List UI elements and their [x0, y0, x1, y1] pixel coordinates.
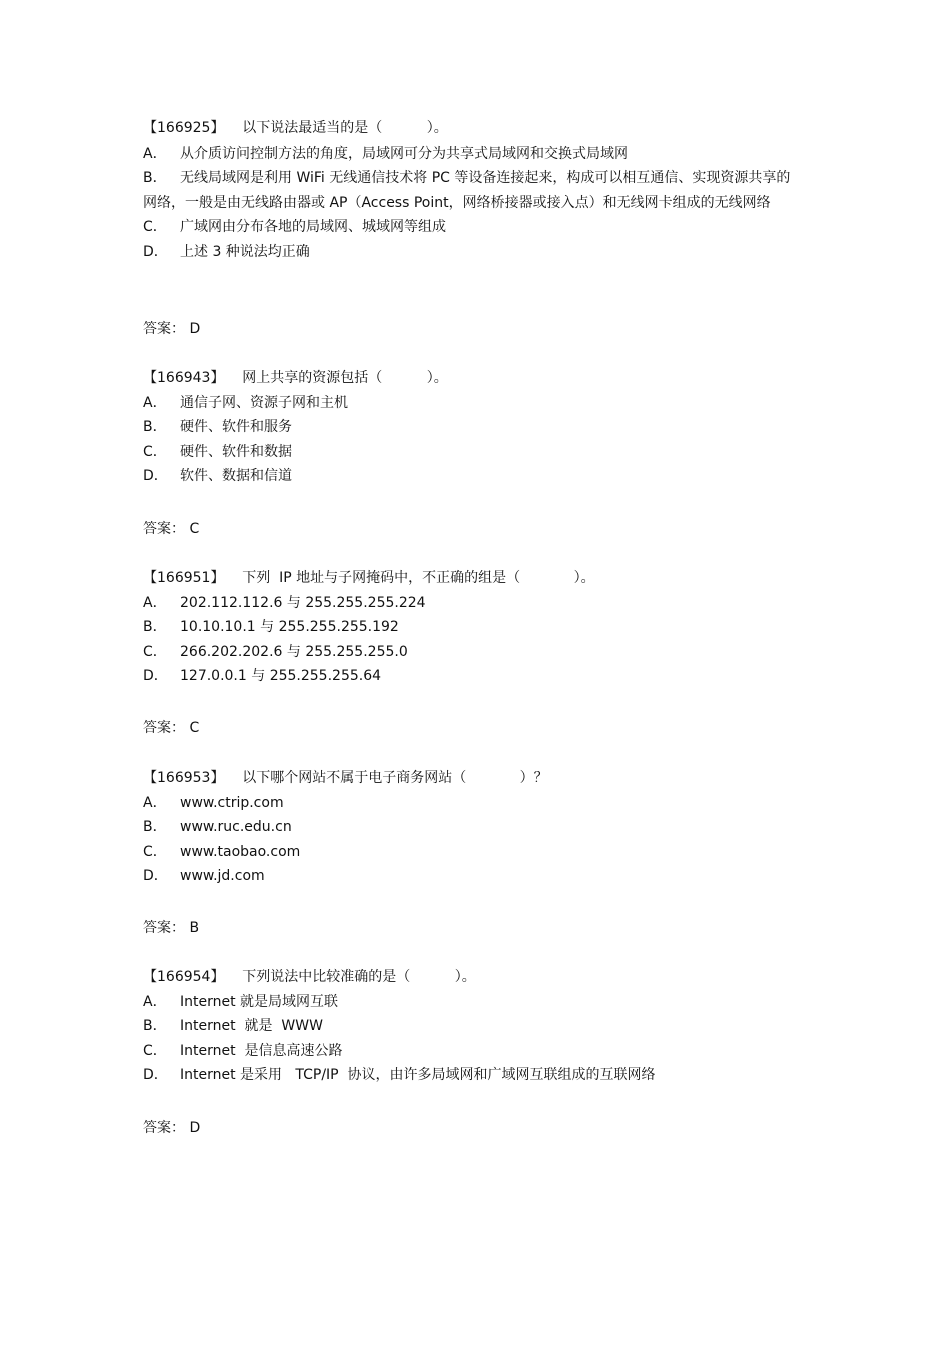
option-letter: C． — [143, 443, 167, 460]
option-text: www.ctrip.com — [180, 794, 284, 811]
answer-166925: 答案： D — [143, 321, 201, 337]
option-text: Internet 是采用 TCP/IP 协议，由许多局域网和广域网互联组成的互联网络 — [180, 1067, 656, 1083]
option-text: Internet 就是局域网互联 — [180, 993, 339, 1010]
option-d — [143, 464, 803, 489]
option-c — [143, 640, 803, 665]
option-text: Internet 就是 WWW — [180, 1018, 323, 1034]
option-letter: A． — [143, 794, 167, 811]
option-c — [143, 1039, 803, 1064]
option-a — [143, 391, 803, 416]
option-d — [143, 864, 803, 889]
option-letter: D． — [143, 243, 168, 260]
option-b — [143, 166, 803, 215]
option-text: 202.112.112.6 与 255.255.255.224 — [180, 594, 426, 611]
option-letter: D． — [143, 868, 168, 884]
option-text: 从介质访问控制方法的角度，局域网可分为共享式局域网和交换式局域网 — [180, 145, 628, 162]
option-letter: C． — [143, 1042, 167, 1059]
option-d — [143, 664, 803, 689]
option-letter: C． — [143, 219, 167, 235]
question-166925 — [143, 116, 803, 264]
option-text: Internet 是信息高速公路 — [180, 1042, 343, 1059]
option-letter: B． — [143, 170, 167, 186]
option-text: 无线局域网是利用 WiFi 无线通信技术将 PC 等设备连接起来，构成可以相互通信、实现资源共享的网络，一般是由无线路由器或 AP（Access Point，网络桥接器或接入点）和无线网卡组成的无线网络 — [143, 170, 791, 211]
option-a — [143, 791, 803, 816]
option-b — [143, 615, 803, 640]
answer-166954: 答案： D — [143, 1120, 201, 1136]
option-text: 硬件、软件和数据 — [180, 443, 292, 460]
option-text: 266.202.202.6 与 255.255.255.0 — [180, 643, 408, 660]
answer-166953: 答案： B — [143, 920, 200, 936]
option-letter: B． — [143, 1018, 167, 1034]
option-text: 硬件、软件和服务 — [180, 419, 292, 435]
option-c — [143, 440, 803, 465]
option-letter: A． — [143, 145, 167, 162]
question-stem: 【166943】 网上共享的资源包括（ ）。 — [143, 370, 448, 386]
question-stem: 【166953】 以下哪个网站不属于电子商务网站（ ）？ — [143, 770, 548, 786]
option-letter: A． — [143, 594, 167, 611]
option-text: 上述 3 种说法均正确 — [180, 243, 310, 260]
option-c — [143, 840, 803, 865]
question-166943 — [143, 366, 803, 489]
option-letter: A． — [143, 394, 167, 411]
option-letter: C． — [143, 643, 167, 660]
option-letter: B． — [143, 819, 167, 835]
option-letter: B． — [143, 419, 167, 435]
option-b — [143, 415, 803, 440]
option-a — [143, 142, 803, 167]
option-letter: C． — [143, 843, 167, 860]
option-text: www.taobao.com — [180, 843, 301, 860]
question-166953 — [143, 766, 803, 889]
answer-166943: 答案： C — [143, 521, 200, 537]
option-text: 127.0.0.1 与 255.255.255.64 — [180, 668, 382, 684]
option-b — [143, 1014, 803, 1039]
question-166954 — [143, 965, 803, 1088]
option-text: www.ruc.edu.cn — [180, 819, 292, 835]
option-text: 软件、数据和信道 — [180, 468, 292, 484]
option-b — [143, 815, 803, 840]
option-letter: B． — [143, 619, 167, 635]
option-d — [143, 1063, 803, 1088]
option-a — [143, 591, 803, 616]
option-c — [143, 215, 803, 240]
option-d — [143, 240, 803, 265]
option-text: www.jd.com — [180, 868, 265, 884]
option-letter: A． — [143, 993, 167, 1010]
option-a — [143, 990, 803, 1015]
option-letter: D． — [143, 668, 168, 684]
question-stem: 【166925】 以下说法最适当的是（ ）。 — [143, 120, 448, 136]
option-letter: D． — [143, 468, 168, 484]
option-text: 10.10.10.1 与 255.255.255.192 — [180, 619, 399, 635]
option-text: 广域网由分布各地的局域网、城域网等组成 — [180, 219, 446, 235]
question-166951 — [143, 566, 803, 689]
answer-166951: 答案： C — [143, 720, 200, 736]
question-stem: 【166951】 下列 IP 地址与子网掩码中，不正确的组是（ ）。 — [143, 570, 595, 586]
question-stem: 【166954】 下列说法中比较准确的是（ ）。 — [143, 969, 476, 985]
option-text: 通信子网、资源子网和主机 — [180, 394, 348, 411]
option-letter: D． — [143, 1067, 168, 1083]
